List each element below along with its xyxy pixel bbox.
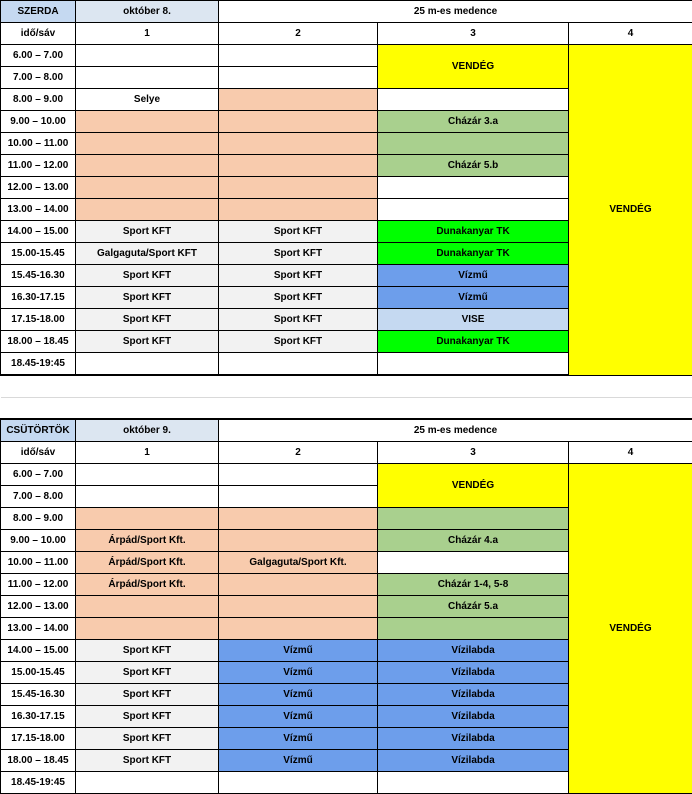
lane-2-cell — [219, 177, 378, 199]
lane-1-cell — [76, 111, 219, 133]
lane-2-cell: Vízmű — [219, 684, 378, 706]
lane-1-cell: Sport KFT — [76, 750, 219, 772]
lane-1-cell: Sport KFT — [76, 684, 219, 706]
lane-1-cell: Sport KFT — [76, 331, 219, 353]
lane-3-cell — [378, 199, 569, 221]
lane-2-cell: Vízmű — [219, 640, 378, 662]
lane-2-cell — [219, 45, 378, 67]
day2-lane-header-row — [1, 442, 692, 464]
time-cell: 14.00 – 15.00 — [1, 640, 76, 662]
lane-3-cell — [378, 552, 569, 574]
lane-2-cell — [219, 618, 378, 640]
lane-2-cell — [219, 464, 378, 486]
time-cell: 6.00 – 7.00 — [1, 464, 76, 486]
spacer-cell — [569, 398, 692, 420]
spacer-cell — [1, 375, 76, 398]
spacer-cell — [378, 375, 569, 398]
day1-lane-4-vendeg: VENDÉG — [569, 45, 692, 376]
lane-2-cell: Galgaguta/Sport Kft. — [219, 552, 378, 574]
lane-2-cell — [219, 772, 378, 794]
lane-3-cell: Vízilabda — [378, 728, 569, 750]
time-cell: 18.45-19:45 — [1, 772, 76, 794]
day1-lane-3-header: 3 — [378, 23, 569, 45]
lane-1-cell — [76, 155, 219, 177]
lane-2-cell — [219, 596, 378, 618]
lane-1-cell — [76, 67, 219, 89]
lane-2-cell — [219, 89, 378, 111]
lane-3-cell: Vízilabda — [378, 750, 569, 772]
day2-col-header: idő/sáv — [1, 442, 76, 464]
lane-3-cell — [378, 772, 569, 794]
lane-3-cell: Cházár 3.a — [378, 111, 569, 133]
lane-1-cell: Sport KFT — [76, 640, 219, 662]
lane-3-cell: Vízilabda — [378, 662, 569, 684]
spacer-cell — [76, 398, 219, 420]
lane-2-cell: Vízmű — [219, 706, 378, 728]
day2-lane-4-vendeg: VENDÉG — [569, 464, 692, 794]
lane-1-cell: Árpád/Sport Kft. — [76, 530, 219, 552]
day2-lane-1-header: 1 — [76, 442, 219, 464]
day1-pool-label: 25 m-es medence — [219, 1, 692, 23]
day2-lane-3-header: 3 — [378, 442, 569, 464]
lane-2-cell — [219, 508, 378, 530]
lane-2-cell — [219, 155, 378, 177]
time-cell: 16.30-17.15 — [1, 287, 76, 309]
lane-2-cell: Vízmű — [219, 750, 378, 772]
lane-3-cell — [378, 89, 569, 111]
spacer-cell — [569, 375, 692, 398]
lane-2-cell — [219, 199, 378, 221]
day2-pool-label: 25 m-es medence — [219, 419, 692, 442]
time-cell: 8.00 – 9.00 — [1, 89, 76, 111]
lane-2-cell: Sport KFT — [219, 287, 378, 309]
lane-3-cell: Vízilabda — [378, 640, 569, 662]
spacer-cell — [219, 398, 378, 420]
time-cell: 7.00 – 8.00 — [1, 486, 76, 508]
time-cell: 10.00 – 11.00 — [1, 552, 76, 574]
day1-header-row — [1, 1, 692, 23]
lane-2-cell — [219, 353, 378, 376]
lane-1-cell — [76, 133, 219, 155]
day1-day-label: SZERDA — [1, 1, 76, 23]
spacer-cell — [76, 375, 219, 398]
time-cell: 13.00 – 14.00 — [1, 618, 76, 640]
lane-1-cell — [76, 45, 219, 67]
lane-1-cell — [76, 353, 219, 376]
day1-date-label: október 8. — [76, 1, 219, 23]
lane-2-cell: Vízmű — [219, 662, 378, 684]
time-cell: 17.15-18.00 — [1, 728, 76, 750]
lane-1-cell: Sport KFT — [76, 706, 219, 728]
spacer-cell — [219, 375, 378, 398]
lane-1-cell: Selye — [76, 89, 219, 111]
time-cell: 17.15-18.00 — [1, 309, 76, 331]
time-cell: 15.00-15.45 — [1, 662, 76, 684]
lane-2-cell — [219, 574, 378, 596]
lane-3-cell: VISE — [378, 309, 569, 331]
lane-1-cell: Sport KFT — [76, 265, 219, 287]
day1-col-header: idő/sáv — [1, 23, 76, 45]
day1-lane-header-row — [1, 23, 692, 45]
lane-2-cell — [219, 67, 378, 89]
lane-1-cell: Sport KFT — [76, 287, 219, 309]
time-cell: 15.45-16.30 — [1, 684, 76, 706]
time-cell: 8.00 – 9.00 — [1, 508, 76, 530]
time-cell: 12.00 – 13.00 — [1, 596, 76, 618]
spacer-cell — [378, 398, 569, 420]
time-cell: 12.00 – 13.00 — [1, 177, 76, 199]
spacer-row — [1, 398, 692, 420]
lane-1-cell — [76, 199, 219, 221]
time-cell: 15.00-15.45 — [1, 243, 76, 265]
time-cell: 14.00 – 15.00 — [1, 221, 76, 243]
day1-lane-2-header: 2 — [219, 23, 378, 45]
lane-1-cell: Sport KFT — [76, 309, 219, 331]
lane-1-cell — [76, 177, 219, 199]
time-cell: 9.00 – 10.00 — [1, 530, 76, 552]
lane-3-cell — [378, 133, 569, 155]
lane-2-cell: Sport KFT — [219, 265, 378, 287]
day1-lane-1-header: 1 — [76, 23, 219, 45]
time-cell: 13.00 – 14.00 — [1, 199, 76, 221]
lane-1-cell — [76, 772, 219, 794]
day2-header-row — [1, 419, 692, 442]
lane-2-cell: Sport KFT — [219, 309, 378, 331]
lane-2-cell: Vízmű — [219, 728, 378, 750]
day2-row — [1, 464, 692, 486]
day2-date-label: október 9. — [76, 419, 219, 442]
lane-1-cell — [76, 596, 219, 618]
lane-3-cell: Dunakanyar TK — [378, 331, 569, 353]
day1-lane-4-header: 4 — [569, 23, 692, 45]
lane-1-cell: Árpád/Sport Kft. — [76, 574, 219, 596]
lane-1-cell — [76, 508, 219, 530]
lane-2-cell: Sport KFT — [219, 331, 378, 353]
lane-3-cell: Vízmű — [378, 287, 569, 309]
lane-1-cell: Sport KFT — [76, 662, 219, 684]
lane-3-cell — [378, 177, 569, 199]
lane-3-cell: Vízilabda — [378, 684, 569, 706]
lane-2-cell — [219, 133, 378, 155]
day2-lane-2-header: 2 — [219, 442, 378, 464]
lane-1-cell: Árpád/Sport Kft. — [76, 552, 219, 574]
time-cell: 6.00 – 7.00 — [1, 45, 76, 67]
lane-1-cell — [76, 464, 219, 486]
time-cell: 18.45-19:45 — [1, 353, 76, 376]
day2-day-label: CSÜTÖRTÖK — [1, 419, 76, 442]
lane-3-cell: Cházár 5.a — [378, 596, 569, 618]
lane-2-cell: Sport KFT — [219, 221, 378, 243]
lane-3-cell: Dunakanyar TK — [378, 243, 569, 265]
lane-3-cell — [378, 618, 569, 640]
lane-3-cell: Cházár 5.b — [378, 155, 569, 177]
lane-3-cell — [378, 353, 569, 376]
time-cell: 7.00 – 8.00 — [1, 67, 76, 89]
lane-1-cell: Sport KFT — [76, 728, 219, 750]
time-cell: 18.00 – 18.45 — [1, 331, 76, 353]
time-cell: 10.00 – 11.00 — [1, 133, 76, 155]
lane-2-cell — [219, 111, 378, 133]
day2-lane-4-header: 4 — [569, 442, 692, 464]
lane-3-cell: Cházár 4.a — [378, 530, 569, 552]
time-cell: 15.45-16.30 — [1, 265, 76, 287]
time-cell: 18.00 – 18.45 — [1, 750, 76, 772]
lane-2-cell — [219, 530, 378, 552]
lane-3-cell: Dunakanyar TK — [378, 221, 569, 243]
day1-lane-3-vendeg: VENDÉG — [378, 45, 569, 89]
lane-3-cell: Vízilabda — [378, 706, 569, 728]
lane-2-cell — [219, 486, 378, 508]
lane-3-cell: Vízmű — [378, 265, 569, 287]
day2-lane-3-vendeg: VENDÉG — [378, 464, 569, 508]
lane-3-cell — [378, 508, 569, 530]
day1-row — [1, 45, 692, 67]
lane-1-cell — [76, 486, 219, 508]
time-cell: 11.00 – 12.00 — [1, 574, 76, 596]
lane-1-cell: Sport KFT — [76, 221, 219, 243]
spacer-row — [1, 375, 692, 398]
lane-2-cell: Sport KFT — [219, 243, 378, 265]
time-cell: 9.00 – 10.00 — [1, 111, 76, 133]
lane-3-cell: Cházár 1-4, 5-8 — [378, 574, 569, 596]
lane-1-cell — [76, 618, 219, 640]
time-cell: 11.00 – 12.00 — [1, 155, 76, 177]
lane-1-cell: Galgaguta/Sport KFT — [76, 243, 219, 265]
time-cell: 16.30-17.15 — [1, 706, 76, 728]
spacer-cell — [1, 398, 76, 420]
